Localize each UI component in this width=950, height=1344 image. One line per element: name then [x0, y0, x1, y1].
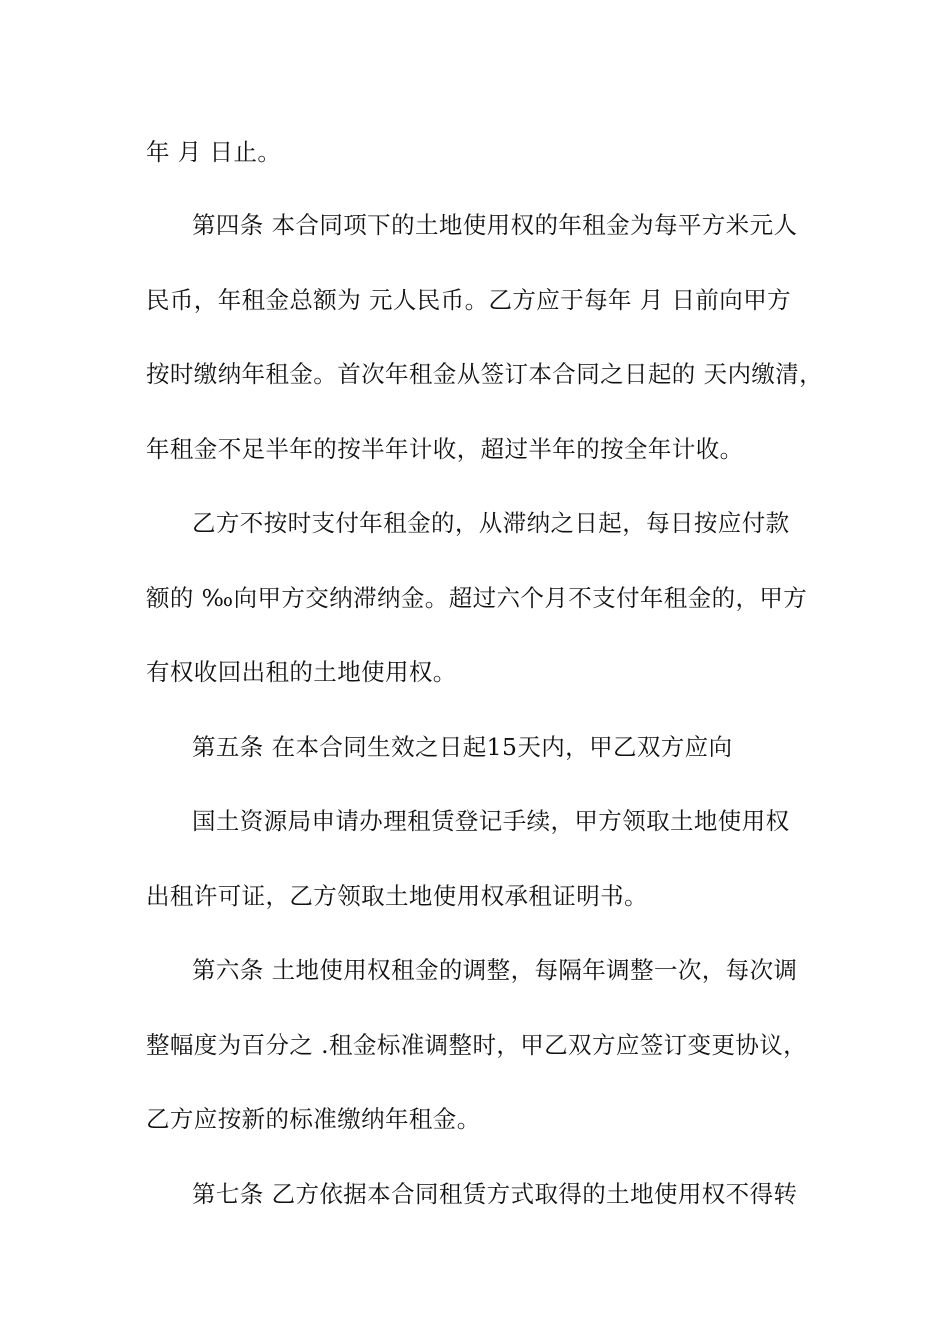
text-line: 额的 ‰向甲方交纳滞纳金。超过六个月不支付年租金的，甲方 — [146, 584, 808, 612]
text-line: 年 月 日止。 — [146, 138, 282, 166]
text-line: 有权收回出租的土地使用权。 — [146, 658, 457, 686]
text-line: 年租金不足半年的按半年计收，超过半年的按全年计收。 — [146, 435, 744, 463]
text-line: 民币，年租金总额为 元人民币。乙方应于每年 月 日前向甲方 — [146, 286, 792, 314]
text-line: 乙方应按新的标准缴纳年租金。 — [146, 1105, 481, 1133]
paragraph-start-line: 国土资源局申请办理租赁登记手续，甲方领取土地使用权 — [192, 807, 790, 835]
text-line: 按时缴纳年租金。首次年租金从签订本合同之日起的 天内缴清， — [146, 360, 824, 388]
text-line: 出租许可证，乙方领取土地使用权承租证明书。 — [146, 882, 648, 910]
paragraph-start-line: 乙方不按时支付年租金的，从滞纳之日起，每日按应付款 — [192, 509, 790, 537]
article-4-heading-line: 第四条 本合同项下的土地使用权的年租金为每平方米元人 — [192, 211, 798, 239]
article-5-heading-line: 第五条 在本合同生效之日起15天内，甲乙双方应向 — [192, 733, 733, 761]
text-line: 整幅度为百分之 .租金标准调整时，甲乙双方应签订变更协议， — [146, 1031, 808, 1059]
article-7-heading-line: 第七条 乙方依据本合同租赁方式取得的土地使用权不得转 — [192, 1180, 798, 1208]
article-6-heading-line: 第六条 土地使用权租金的调整，每隔年调整一次，每次调 — [192, 956, 798, 984]
